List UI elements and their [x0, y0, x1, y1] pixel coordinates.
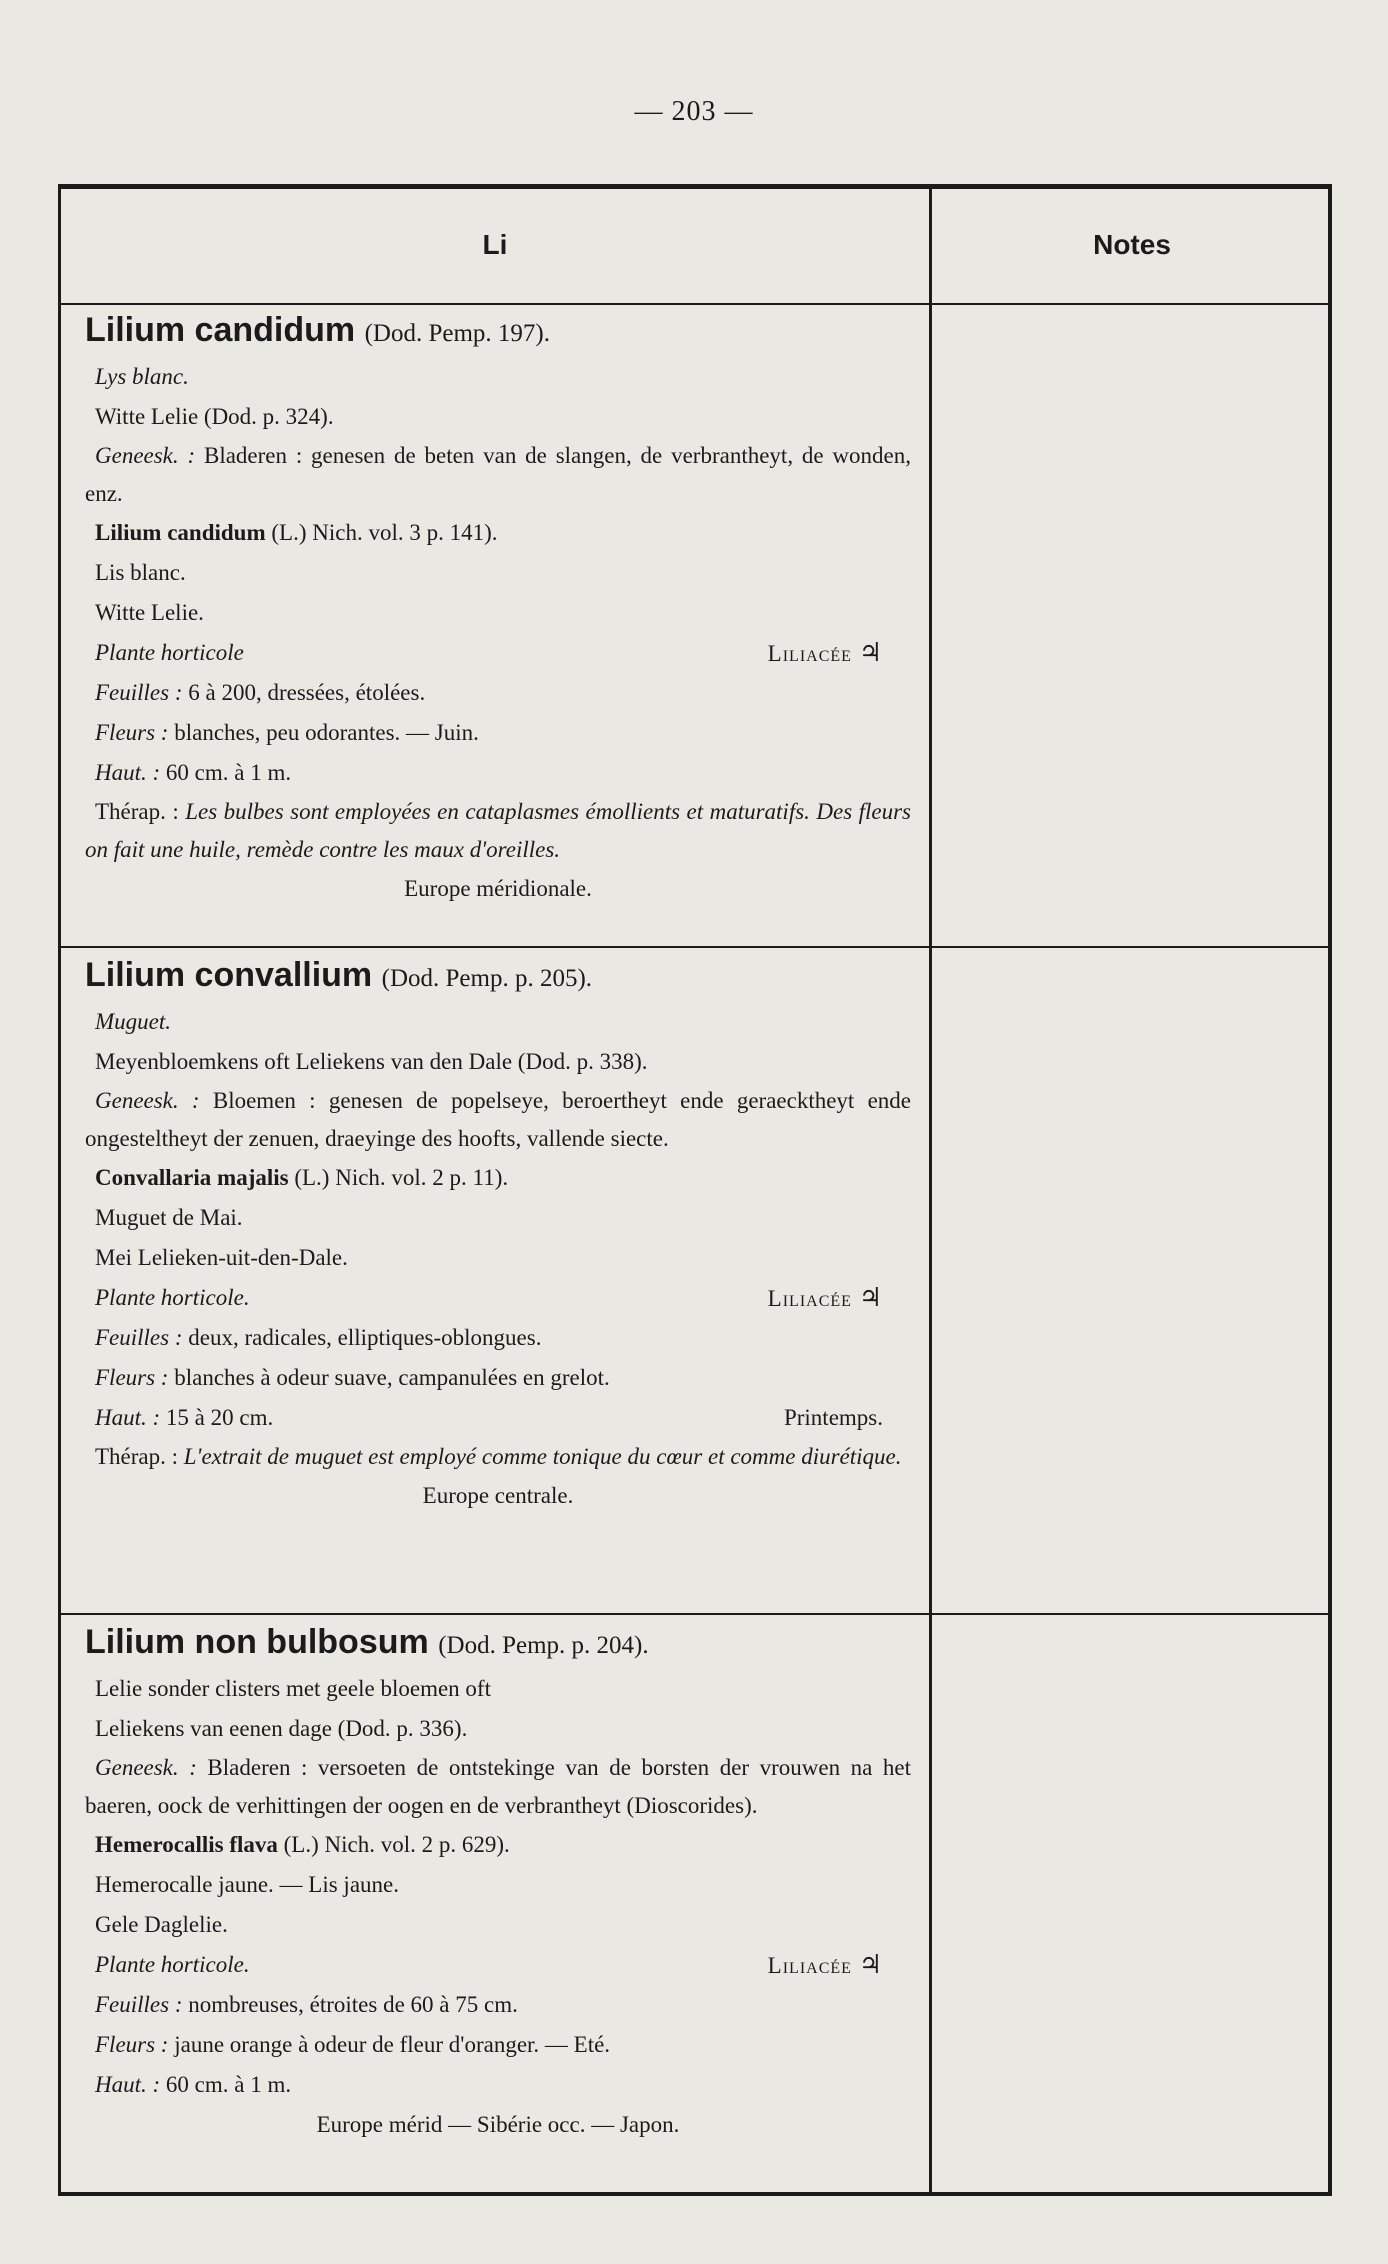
dutch-ref: Witte Lelie (Dod. p. 324).: [95, 404, 334, 429]
entry-lilium-convallium: [61, 952, 929, 1516]
title-ref: (Dod. Pemp. 197).: [364, 320, 550, 347]
haut-label: Haut. :: [95, 760, 161, 785]
title-name: Lilium non bulbosum: [85, 1623, 429, 1661]
plante-type: Plante horticole.: [95, 1952, 250, 1977]
entry-separator: [61, 946, 1328, 948]
feuilles-text: 6 à 200, dressées, étolées.: [188, 680, 426, 705]
alt-name-2: Gele Daglelie.: [95, 1912, 228, 1937]
alt-name-2: Witte Lelie.: [95, 600, 204, 625]
entry-lilium-non-bulbosum: [61, 1619, 929, 2145]
haut-label: Haut. :: [95, 1405, 161, 1430]
title-ref: (Dod. Pemp. p. 204).: [438, 1632, 649, 1659]
alt-name-1: Muguet de Mai.: [95, 1205, 243, 1230]
haut-text: 60 cm. à 1 m.: [165, 2072, 292, 2097]
therap-paragraph: [85, 793, 911, 869]
fleurs-label: Fleurs :: [95, 720, 169, 745]
haut-text: 15 à 20 cm.: [165, 1405, 274, 1430]
therap-label: Thérap. :: [95, 1444, 179, 1469]
page-number: — 203 —: [634, 96, 754, 127]
haut-text: 60 cm. à 1 m.: [165, 760, 292, 785]
title-name: Lilium convallium: [85, 956, 373, 994]
geneesk-label: Geneesk. :: [95, 1088, 200, 1113]
plante-type: Plante horticole: [95, 640, 244, 665]
linnaeus-line: [85, 1825, 911, 1865]
entry-lilium-candidum: [61, 307, 929, 909]
family-label: [768, 1278, 883, 1319]
common-name: Muguet.: [95, 1009, 172, 1034]
common-name: Lys blanc.: [95, 364, 189, 389]
linnaeus-name: Lilium candidum: [95, 520, 266, 545]
fleurs-text: blanches, peu odorantes. — Juin.: [174, 720, 479, 745]
haut-line: [85, 2065, 911, 2105]
geneesk-paragraph: [85, 1749, 911, 1825]
fleurs-label: Fleurs :: [95, 2032, 169, 2057]
entry-title: [85, 952, 911, 1002]
table-header: [61, 189, 1328, 305]
fleurs-text: jaune orange à odeur de fleur d'oranger. — Eté.: [174, 2032, 611, 2057]
entry-title: [85, 1619, 911, 1669]
fleurs-line: [85, 1358, 911, 1398]
fleurs-text: blanches à odeur suave, campanulées en grelot.: [174, 1365, 610, 1390]
dutch-line-2: Leliekens van eenen dage (Dod. p. 336).: [95, 1716, 468, 1741]
region: Europe méridionale.: [404, 876, 592, 901]
linnaeus-ref: (L.) Nich. vol. 2 p. 11).: [294, 1165, 509, 1190]
linnaeus-name: Convallaria majalis: [95, 1165, 289, 1190]
haut-line: [85, 1398, 911, 1438]
haut-label: Haut. :: [95, 2072, 161, 2097]
plante-line: [85, 1278, 911, 1318]
family-name: Liliacée: [767, 641, 852, 666]
linnaeus-ref: (L.) Nich. vol. 2 p. 629).: [283, 1832, 510, 1857]
perennial-symbol-icon: ♃: [858, 638, 883, 668]
feuilles-line: [85, 1985, 911, 2025]
alt-name-1: Hemerocalle jaune. — Lis jaune.: [95, 1872, 399, 1897]
feuilles-line: [85, 1318, 911, 1358]
linnaeus-name: Hemerocallis flava: [95, 1832, 278, 1857]
family-name: Liliacée: [767, 1953, 852, 1978]
plante-type: Plante horticole.: [95, 1285, 250, 1310]
alt-name-1: Lis blanc.: [95, 560, 186, 585]
feuilles-label: Feuilles :: [95, 1325, 183, 1350]
plante-line: [85, 633, 911, 673]
geneesk-text: Bladeren : genesen de beten van de slangen, de verbrantheyt, de wonden, enz.: [85, 443, 912, 506]
linnaeus-line: [85, 513, 911, 553]
title-ref: (Dod. Pemp. p. 205).: [381, 965, 593, 992]
therap-text: Les bulbes sont employées en cataplasmes émollients et maturatifs. Des fleurs on fait une huile, remède contre les maux d'oreilles.: [85, 799, 911, 862]
geneesk-paragraph: [85, 1082, 911, 1158]
family-label: [768, 633, 883, 674]
linnaeus-ref: (L.) Nich. vol. 3 p. 141).: [271, 520, 498, 545]
geneesk-label: Geneesk. :: [95, 443, 196, 468]
geneesk-label: Geneesk. :: [95, 1755, 197, 1780]
entry-title: [85, 307, 911, 357]
season: Printemps.: [783, 1405, 883, 1430]
linnaeus-line: [85, 1158, 911, 1198]
feuilles-line: [85, 673, 911, 713]
perennial-symbol-icon: ♃: [858, 1283, 883, 1313]
geneesk-text: Bladeren : versoeten de ontstekinge van de borsten der vrouwen na het baeren, oock de verhittingen der oogen en de verbrantheyt (Dioscorides).: [85, 1755, 912, 1818]
column-divider: [929, 189, 932, 2192]
header-notes: Notes: [1093, 229, 1171, 260]
haut-line: [85, 753, 911, 793]
title-name: Lilium candidum: [85, 311, 356, 349]
header-li: Li: [482, 229, 508, 260]
feuilles-label: Feuilles :: [95, 1992, 183, 2017]
region: Europe mérid — Sibérie occ. — Japon.: [316, 2112, 680, 2137]
feuilles-text: deux, radicales, elliptiques-oblongues.: [188, 1325, 542, 1350]
alt-name-2: Mei Lelieken-uit-den-Dale.: [95, 1245, 348, 1270]
region: Europe centrale.: [422, 1483, 574, 1508]
fleurs-label: Fleurs :: [95, 1365, 169, 1390]
entry-separator: [61, 1613, 1328, 1615]
family-label: [768, 1945, 883, 1986]
fleurs-line: [85, 2025, 911, 2065]
geneesk-paragraph: [85, 437, 911, 513]
family-name: Liliacée: [767, 1286, 852, 1311]
feuilles-text: nombreuses, étroites de 60 à 75 cm.: [188, 1992, 518, 2017]
therap-label: Thérap. :: [95, 799, 179, 824]
therap-text: L'extrait de muguet est employé comme tonique du cœur et comme diurétique.: [183, 1444, 902, 1469]
therap-paragraph: [85, 1438, 911, 1476]
fleurs-line: [85, 713, 911, 753]
perennial-symbol-icon: ♃: [858, 1950, 883, 1980]
dutch-ref: Meyenbloemkens oft Leliekens van den Dale (Dod. p. 338).: [95, 1049, 648, 1074]
herbal-table: [58, 184, 1332, 2196]
geneesk-text: Bloemen : genesen de popelseye, beroertheyt ende geraecktheyt ende ongesteltheyt der zenuen, draeyinge des hoofts, vallende siecte.: [85, 1088, 911, 1151]
plante-line: [85, 1945, 911, 1985]
feuilles-label: Feuilles :: [95, 680, 183, 705]
dutch-line-1: Lelie sonder clisters met geele bloemen oft: [95, 1676, 491, 1701]
